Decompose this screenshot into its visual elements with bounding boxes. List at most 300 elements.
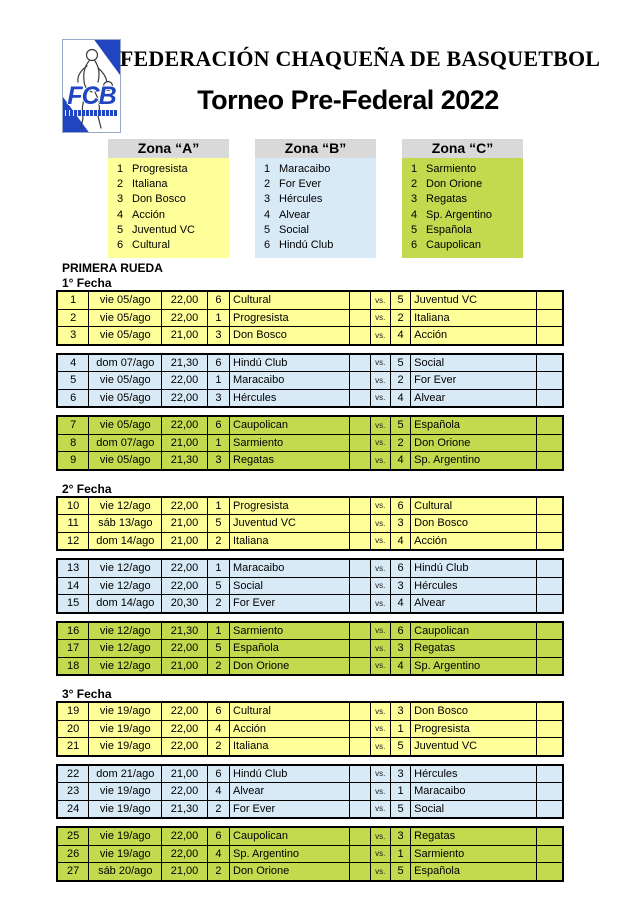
home-team-number: 2 bbox=[207, 657, 229, 675]
vs-label: vs. bbox=[370, 354, 390, 372]
match-time: 20,30 bbox=[162, 595, 208, 613]
home-team-name: Hindú Club bbox=[230, 354, 350, 372]
home-team-number: 6 bbox=[207, 354, 229, 372]
zone-team-name: Italiana bbox=[132, 178, 168, 191]
match-date: sáb 20/ago bbox=[89, 863, 162, 881]
away-team-name: Progresista bbox=[411, 720, 536, 738]
home-team-name: Maracaibo bbox=[230, 372, 350, 390]
home-team-number: 1 bbox=[207, 497, 229, 515]
home-score-cell bbox=[350, 497, 370, 515]
zone-team-row bbox=[108, 238, 229, 253]
match-number: 11 bbox=[58, 515, 89, 533]
zone-team-list bbox=[108, 158, 229, 258]
match-number: 5 bbox=[58, 372, 89, 390]
match-time: 22,00 bbox=[162, 560, 208, 578]
match-row bbox=[58, 783, 563, 801]
vs-label: vs. bbox=[370, 800, 390, 818]
zone-team-row bbox=[402, 223, 523, 238]
match-row bbox=[58, 497, 563, 515]
zone-card bbox=[108, 139, 229, 258]
away-team-number: 3 bbox=[390, 765, 410, 783]
home-score-cell bbox=[350, 800, 370, 818]
away-team-number: 2 bbox=[390, 309, 410, 327]
zone-team-number: 5 bbox=[116, 223, 124, 236]
match-date: vie 05/ago bbox=[89, 327, 162, 345]
zone-team-number: 6 bbox=[116, 238, 124, 251]
match-number: 15 bbox=[58, 595, 89, 613]
away-score-cell bbox=[536, 845, 562, 863]
home-team-name: Progresista bbox=[230, 309, 350, 327]
away-team-number: 4 bbox=[390, 452, 410, 470]
home-team-number: 2 bbox=[207, 863, 229, 881]
match-date: vie 19/ago bbox=[89, 800, 162, 818]
away-team-number: 4 bbox=[390, 595, 410, 613]
home-team-number: 2 bbox=[207, 800, 229, 818]
vs-label: vs. bbox=[370, 657, 390, 675]
home-team-number: 2 bbox=[207, 532, 229, 550]
match-date: vie 12/ago bbox=[89, 560, 162, 578]
match-number: 21 bbox=[58, 738, 89, 756]
home-team-number: 3 bbox=[207, 452, 229, 470]
away-team-number: 6 bbox=[390, 560, 410, 578]
match-number: 24 bbox=[58, 800, 89, 818]
away-team-name: Regatas bbox=[411, 640, 536, 658]
match-date: vie 19/ago bbox=[89, 783, 162, 801]
fecha-label: 2° Fecha bbox=[62, 481, 112, 496]
away-team-name: Caupolican bbox=[411, 622, 536, 640]
zone-card bbox=[255, 139, 376, 258]
away-team-number: 2 bbox=[390, 434, 410, 452]
fcb-logo bbox=[62, 39, 121, 133]
match-date: vie 05/ago bbox=[89, 309, 162, 327]
zone-team-row bbox=[402, 238, 523, 253]
match-date: vie 12/ago bbox=[89, 577, 162, 595]
away-score-cell bbox=[536, 738, 562, 756]
match-number: 20 bbox=[58, 720, 89, 738]
home-team-number: 5 bbox=[207, 640, 229, 658]
away-score-cell bbox=[536, 389, 562, 407]
zone-team-name: Española bbox=[426, 223, 472, 236]
match-number: 1 bbox=[58, 292, 89, 310]
match-time: 22,00 bbox=[162, 292, 208, 310]
logo-fcb-text: FCB bbox=[67, 82, 116, 110]
match-time: 21,30 bbox=[162, 452, 208, 470]
zone-team-row bbox=[402, 162, 523, 177]
home-score-cell bbox=[350, 532, 370, 550]
zone-team-name: Caupolican bbox=[426, 238, 482, 251]
match-number: 7 bbox=[58, 417, 89, 435]
away-team-name: Sp. Argentino bbox=[411, 452, 536, 470]
match-number: 6 bbox=[58, 389, 89, 407]
away-score-cell bbox=[536, 327, 562, 345]
away-team-number: 4 bbox=[390, 327, 410, 345]
vs-label: vs. bbox=[370, 389, 390, 407]
home-team-name: Don Orione bbox=[230, 863, 350, 881]
match-date: dom 07/ago bbox=[89, 354, 162, 372]
zones-section bbox=[108, 139, 523, 258]
away-team-name: Hércules bbox=[411, 577, 536, 595]
zone-team-number: 3 bbox=[263, 193, 271, 206]
home-team-name: Italiana bbox=[230, 532, 350, 550]
home-team-name: Sarmiento bbox=[230, 622, 350, 640]
zone-team-number: 6 bbox=[263, 238, 271, 251]
zone-title: Zona “C” bbox=[402, 139, 523, 158]
match-row bbox=[58, 354, 563, 372]
match-row bbox=[58, 738, 563, 756]
home-score-cell bbox=[350, 327, 370, 345]
away-team-number: 1 bbox=[390, 783, 410, 801]
match-number: 2 bbox=[58, 309, 89, 327]
zone-team-row bbox=[402, 192, 523, 207]
vs-label: vs. bbox=[370, 309, 390, 327]
match-date: dom 07/ago bbox=[89, 434, 162, 452]
home-team-name: Don Orione bbox=[230, 657, 350, 675]
vs-label: vs. bbox=[370, 560, 390, 578]
match-row bbox=[58, 309, 563, 327]
match-row bbox=[58, 389, 563, 407]
away-team-number: 5 bbox=[390, 292, 410, 310]
zone-team-number: 1 bbox=[263, 163, 271, 175]
zone-team-name: Hindú Club bbox=[279, 238, 334, 251]
match-row bbox=[58, 417, 563, 435]
zone-team-number: 5 bbox=[410, 223, 418, 236]
zone-team-row bbox=[402, 208, 523, 223]
zone-team-number: 4 bbox=[263, 208, 271, 221]
away-score-cell bbox=[536, 560, 562, 578]
away-team-number: 4 bbox=[390, 532, 410, 550]
match-row bbox=[58, 828, 563, 846]
match-number: 3 bbox=[58, 327, 89, 345]
home-team-name: Italiana bbox=[230, 738, 350, 756]
zone-team-name: Sp. Argentino bbox=[426, 208, 493, 221]
home-team-number: 4 bbox=[207, 720, 229, 738]
match-row bbox=[58, 657, 563, 675]
home-team-name: Don Bosco bbox=[230, 327, 350, 345]
home-team-number: 6 bbox=[207, 292, 229, 310]
home-team-name: Social bbox=[230, 577, 350, 595]
away-score-cell bbox=[536, 622, 562, 640]
home-score-cell bbox=[350, 703, 370, 721]
zone-team-name: Hércules bbox=[279, 193, 323, 206]
home-team-name: Progresista bbox=[230, 497, 350, 515]
home-score-cell bbox=[350, 309, 370, 327]
match-row bbox=[58, 452, 563, 470]
zone-team-number: 1 bbox=[410, 163, 418, 175]
zone-team-name: Juventud VC bbox=[132, 223, 195, 236]
home-team-number: 6 bbox=[207, 417, 229, 435]
match-row bbox=[58, 595, 563, 613]
zone-team-number: 3 bbox=[410, 193, 418, 206]
fecha-group bbox=[57, 482, 577, 676]
home-score-cell bbox=[350, 452, 370, 470]
away-score-cell bbox=[536, 828, 562, 846]
match-row bbox=[58, 560, 563, 578]
away-team-name: Hindú Club bbox=[411, 560, 536, 578]
away-team-name: For Ever bbox=[411, 372, 536, 390]
home-team-name: Caupolican bbox=[230, 417, 350, 435]
match-time: 22,00 bbox=[162, 828, 208, 846]
match-time: 22,00 bbox=[162, 720, 208, 738]
zone-team-row bbox=[108, 177, 229, 192]
vs-label: vs. bbox=[370, 595, 390, 613]
zone-team-row bbox=[108, 162, 229, 177]
match-date: vie 12/ago bbox=[89, 657, 162, 675]
tournament-title: Torneo Pre-Federal 2022 bbox=[197, 85, 499, 115]
away-team-name: Hércules bbox=[411, 765, 536, 783]
zone-team-row bbox=[255, 192, 376, 207]
match-row bbox=[58, 622, 563, 640]
zone-team-number: 2 bbox=[410, 178, 418, 191]
away-score-cell bbox=[536, 532, 562, 550]
away-team-name: Don Orione bbox=[411, 434, 536, 452]
away-score-cell bbox=[536, 765, 562, 783]
match-row bbox=[58, 327, 563, 345]
zone-team-row bbox=[255, 177, 376, 192]
match-date: vie 12/ago bbox=[89, 640, 162, 658]
zone-team-number: 5 bbox=[263, 223, 271, 236]
zone-card bbox=[402, 139, 523, 258]
match-number: 27 bbox=[58, 863, 89, 881]
round-title: PRIMERA RUEDA bbox=[62, 261, 163, 275]
home-score-cell bbox=[350, 560, 370, 578]
home-team-number: 6 bbox=[207, 828, 229, 846]
zone-team-number: 3 bbox=[116, 193, 124, 206]
fixture-table bbox=[57, 622, 563, 676]
match-date: vie 05/ago bbox=[89, 417, 162, 435]
home-score-cell bbox=[350, 389, 370, 407]
match-date: vie 19/ago bbox=[89, 703, 162, 721]
match-date: sáb 13/ago bbox=[89, 515, 162, 533]
zone-team-number: 1 bbox=[116, 163, 124, 175]
match-date: vie 19/ago bbox=[89, 720, 162, 738]
away-score-cell bbox=[536, 595, 562, 613]
away-team-name: Cultural bbox=[411, 497, 536, 515]
away-team-number: 1 bbox=[390, 845, 410, 863]
away-team-number: 4 bbox=[390, 389, 410, 407]
home-team-name: For Ever bbox=[230, 800, 350, 818]
home-team-number: 1 bbox=[207, 434, 229, 452]
away-score-cell bbox=[536, 354, 562, 372]
match-time: 22,00 bbox=[162, 372, 208, 390]
zone-team-number: 2 bbox=[116, 178, 124, 191]
fixture-table bbox=[57, 827, 563, 881]
vs-label: vs. bbox=[370, 372, 390, 390]
match-time: 22,00 bbox=[162, 417, 208, 435]
home-team-number: 6 bbox=[207, 703, 229, 721]
away-score-cell bbox=[536, 292, 562, 310]
home-team-number: 1 bbox=[207, 309, 229, 327]
match-row bbox=[58, 845, 563, 863]
match-number: 17 bbox=[58, 640, 89, 658]
zone-team-row bbox=[255, 223, 376, 238]
match-number: 8 bbox=[58, 434, 89, 452]
away-score-cell bbox=[536, 783, 562, 801]
vs-label: vs. bbox=[370, 720, 390, 738]
home-score-cell bbox=[350, 434, 370, 452]
match-time: 22,00 bbox=[162, 703, 208, 721]
away-team-name: Juventud VC bbox=[411, 738, 536, 756]
away-score-cell bbox=[536, 434, 562, 452]
home-score-cell bbox=[350, 720, 370, 738]
home-team-name: Cultural bbox=[230, 292, 350, 310]
zone-team-number: 2 bbox=[263, 178, 271, 191]
zone-team-name: For Ever bbox=[279, 178, 322, 191]
match-time: 21,30 bbox=[162, 354, 208, 372]
zone-team-row bbox=[255, 208, 376, 223]
away-score-cell bbox=[536, 417, 562, 435]
home-team-number: 1 bbox=[207, 372, 229, 390]
fixture-table bbox=[57, 497, 563, 551]
away-score-cell bbox=[536, 657, 562, 675]
zone-team-name: Don Bosco bbox=[132, 193, 186, 206]
away-team-number: 5 bbox=[390, 354, 410, 372]
match-number: 25 bbox=[58, 828, 89, 846]
zone-team-row bbox=[402, 177, 523, 192]
match-row bbox=[58, 720, 563, 738]
fixture-table bbox=[57, 354, 563, 408]
fecha-label: 1° Fecha bbox=[62, 276, 112, 290]
vs-label: vs. bbox=[370, 515, 390, 533]
match-time: 21,00 bbox=[162, 532, 208, 550]
home-team-number: 6 bbox=[207, 765, 229, 783]
match-time: 21,00 bbox=[162, 327, 208, 345]
away-score-cell bbox=[536, 577, 562, 595]
home-team-number: 3 bbox=[207, 389, 229, 407]
home-score-cell bbox=[350, 515, 370, 533]
away-score-cell bbox=[536, 452, 562, 470]
home-team-number: 3 bbox=[207, 327, 229, 345]
match-time: 21,00 bbox=[162, 765, 208, 783]
match-row bbox=[58, 577, 563, 595]
vs-label: vs. bbox=[370, 828, 390, 846]
home-score-cell bbox=[350, 577, 370, 595]
vs-label: vs. bbox=[370, 703, 390, 721]
match-number: 4 bbox=[58, 354, 89, 372]
match-time: 21,00 bbox=[162, 434, 208, 452]
match-number: 18 bbox=[58, 657, 89, 675]
match-time: 22,00 bbox=[162, 389, 208, 407]
zone-title: Zona “B” bbox=[255, 139, 376, 158]
home-team-number: 1 bbox=[207, 622, 229, 640]
match-date: vie 12/ago bbox=[89, 497, 162, 515]
vs-label: vs. bbox=[370, 532, 390, 550]
away-team-number: 6 bbox=[390, 622, 410, 640]
match-time: 21,00 bbox=[162, 657, 208, 675]
fixture-table bbox=[57, 559, 563, 613]
away-score-cell bbox=[536, 309, 562, 327]
match-row bbox=[58, 532, 563, 550]
match-time: 22,00 bbox=[162, 845, 208, 863]
away-team-number: 5 bbox=[390, 417, 410, 435]
home-score-cell bbox=[350, 622, 370, 640]
match-date: vie 05/ago bbox=[89, 389, 162, 407]
zone-team-row bbox=[108, 223, 229, 238]
home-team-name: Acción bbox=[230, 720, 350, 738]
zone-team-name: Regatas bbox=[426, 193, 467, 206]
match-time: 22,00 bbox=[162, 577, 208, 595]
home-score-cell bbox=[350, 863, 370, 881]
home-score-cell bbox=[350, 372, 370, 390]
home-score-cell bbox=[350, 845, 370, 863]
match-row bbox=[58, 640, 563, 658]
vs-label: vs. bbox=[370, 640, 390, 658]
away-team-name: Italiana bbox=[411, 309, 536, 327]
home-team-number: 4 bbox=[207, 845, 229, 863]
zone-team-number: 4 bbox=[410, 208, 418, 221]
match-time: 22,00 bbox=[162, 309, 208, 327]
away-team-number: 5 bbox=[390, 800, 410, 818]
match-time: 22,00 bbox=[162, 738, 208, 756]
match-row bbox=[58, 863, 563, 881]
zone-team-number: 4 bbox=[116, 208, 124, 221]
away-team-name: Don Bosco bbox=[411, 703, 536, 721]
home-team-number: 2 bbox=[207, 595, 229, 613]
match-time: 21,30 bbox=[162, 800, 208, 818]
home-team-name: Alvear bbox=[230, 783, 350, 801]
fixture-table bbox=[57, 702, 563, 756]
match-row bbox=[58, 765, 563, 783]
away-team-number: 4 bbox=[390, 657, 410, 675]
match-row bbox=[58, 292, 563, 310]
vs-label: vs. bbox=[370, 417, 390, 435]
away-team-name: Alvear bbox=[411, 595, 536, 613]
away-score-cell bbox=[536, 800, 562, 818]
logo-band bbox=[65, 110, 117, 116]
match-number: 22 bbox=[58, 765, 89, 783]
match-number: 23 bbox=[58, 783, 89, 801]
fixtures-section bbox=[57, 261, 577, 893]
match-date: vie 19/ago bbox=[89, 828, 162, 846]
fixture-table bbox=[57, 291, 563, 345]
fecha-label: 3° Fecha bbox=[62, 687, 112, 701]
home-team-number: 5 bbox=[207, 515, 229, 533]
home-score-cell bbox=[350, 354, 370, 372]
match-time: 22,00 bbox=[162, 497, 208, 515]
home-score-cell bbox=[350, 640, 370, 658]
match-row bbox=[58, 434, 563, 452]
zone-team-name: Sarmiento bbox=[426, 163, 477, 175]
fecha-group bbox=[57, 687, 577, 881]
home-team-name: Juventud VC bbox=[230, 515, 350, 533]
match-time: 22,00 bbox=[162, 640, 208, 658]
home-score-cell bbox=[350, 765, 370, 783]
match-time: 22,00 bbox=[162, 783, 208, 801]
home-team-name: Cultural bbox=[230, 703, 350, 721]
vs-label: vs. bbox=[370, 765, 390, 783]
away-team-number: 5 bbox=[390, 863, 410, 881]
away-score-cell bbox=[536, 497, 562, 515]
home-score-cell bbox=[350, 417, 370, 435]
match-number: 14 bbox=[58, 577, 89, 595]
away-team-name: Acción bbox=[411, 327, 536, 345]
match-number: 19 bbox=[58, 703, 89, 721]
away-team-name: Española bbox=[411, 417, 536, 435]
home-team-name: Regatas bbox=[230, 452, 350, 470]
match-number: 16 bbox=[58, 622, 89, 640]
away-team-name: Social bbox=[411, 354, 536, 372]
match-date: vie 05/ago bbox=[89, 372, 162, 390]
fixture-table bbox=[57, 765, 563, 819]
away-score-cell bbox=[536, 515, 562, 533]
zone-team-name: Social bbox=[279, 223, 309, 236]
home-team-number: 5 bbox=[207, 577, 229, 595]
home-score-cell bbox=[350, 828, 370, 846]
home-score-cell bbox=[350, 292, 370, 310]
vs-label: vs. bbox=[370, 434, 390, 452]
away-team-number: 1 bbox=[390, 720, 410, 738]
zone-team-number: 6 bbox=[410, 238, 418, 251]
match-date: vie 05/ago bbox=[89, 452, 162, 470]
